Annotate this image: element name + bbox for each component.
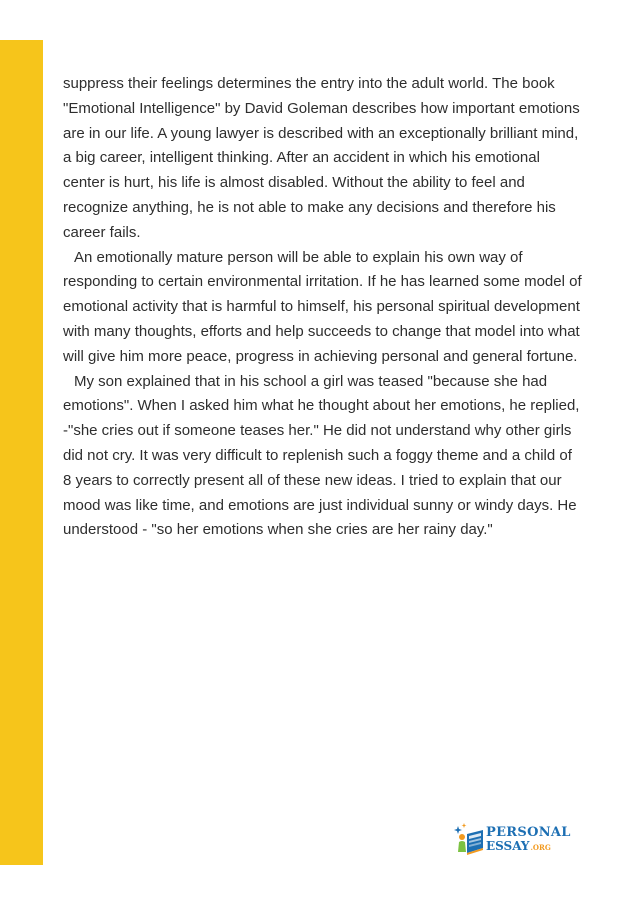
logo-essay-text: ESSAY bbox=[486, 839, 530, 853]
logo-tld: .ORG bbox=[530, 843, 551, 852]
paragraph-3: My son explained that in his school a girl was teased "because she had emotions". When I asked him what he thought about her emotions, he replied, -"she cries out if someone teases her." He did not understand why other girls did not cry. It was very difficult to replenish such a foggy theme and a child of 8 years to correctly present all of these new ideas. I tried to explain that our mood was like time, and emotions are just individual sunny or windy days. He understood - "so her emotions when she cries are her rainy day." bbox=[63, 372, 580, 539]
personal-essay-logo bbox=[453, 822, 583, 856]
logo-wordmark-personal: PERSONAL bbox=[486, 825, 571, 840]
paragraph-2: An emotionally mature person will be able to explain his own way of responding to certain environmental irritation. If he has learned some model of emotional activity that is harmful to himself, his personal spiritual development with many thoughts, efforts and help succeeds to change that model into what will give him more peace, progress in achieving personal and general fortune. bbox=[63, 248, 582, 365]
personal-essay-logo-icon bbox=[453, 822, 485, 856]
essay-body bbox=[63, 72, 583, 543]
logo-wordmark-essay bbox=[486, 839, 551, 853]
paragraph-1: suppress their feelings determines the entry into the adult world. The book "Emotional Intelligence" by David Goleman describes how important emotions are in our life. A young lawyer is described with an exceptionally brilliant mind, a big career, intelligent thinking. After an accident in which his emotional center is hurt, his life is almost disabled. Without the ability to feel and recognize anything, he is not able to make any decisions and therefore his career fails. bbox=[63, 75, 580, 241]
accent-bar bbox=[0, 40, 43, 865]
